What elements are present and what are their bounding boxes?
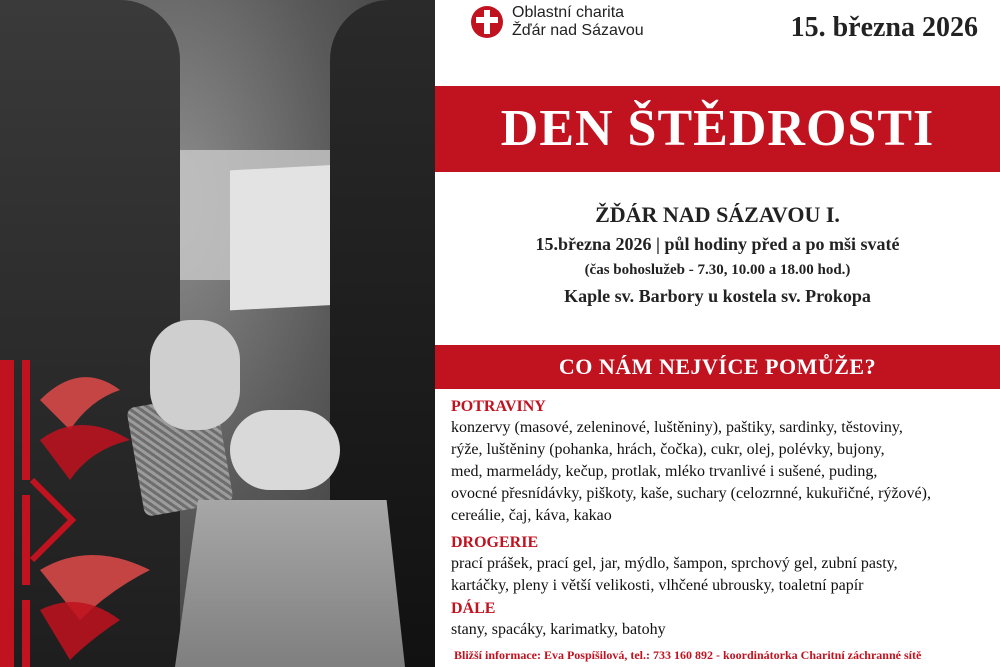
charity-logo [470,4,644,40]
list-item: med, marmelády, kečup, protlak, mléko trvanlivé i sušené, puding, [451,463,878,480]
category-items-food [451,417,991,527]
title-banner [435,86,1000,172]
category-title-food: POTRAVINY [451,398,546,415]
help-title: CO NÁM NEJVÍCE POMŮŽE? [558,354,877,379]
help-list [451,395,991,641]
header-date: 15. března 2026 [790,12,978,43]
category-title-other: DÁLE [451,600,496,617]
list-item: stany, spacáky, karimatky, batohy [451,621,666,638]
org-name-line2: Žďár nad Sázavou [512,22,644,39]
event-city: ŽĎÁR NAD SÁZAVOU I. [595,202,840,227]
category-items-drugstore [451,553,991,597]
list-item: ovocné přesnídávky, piškoty, kaše, suchary (celozrnné, kukuřičné, rýžové), [451,485,931,502]
page-title: DEN ŠTĚDROSTI [500,100,935,157]
category-items-other [451,619,991,641]
list-item: prací prášek, prací gel, jar, mýdlo, šampon, sprchový gel, zubní pasty, [451,555,898,572]
event-info [435,200,1000,310]
org-name-line1: Oblastní charita [512,4,625,21]
category-title-drugstore: DROGERIE [451,534,539,551]
event-date-line: 15.března 2026 | půl hodiny před a po mši svaté [535,234,900,254]
help-banner [435,345,1000,389]
decorative-motif [0,360,180,667]
event-place: Kaple sv. Barbory u kostela sv. Prokopa [564,286,871,306]
list-item: rýže, luštěniny (pohanka, hrách, čočka), cukr, olej, polévky, bujony, [451,441,885,458]
charity-cross-icon [470,5,504,39]
contact-footer: Bližší informace: Eva Pospíšilová, tel.: 733 160 892 - koordinátorka Charitní záchranné sítě [454,648,922,662]
list-item: konzervy (masové, zeleninové, luštěniny), paštiky, sardinky, těstoviny, [451,419,903,436]
list-item: kartáčky, pleny i větší velikosti, vlhčené ubrousky, toaletní papír [451,577,864,594]
event-times: (čas bohoslužeb - 7.30, 10.00 a 18.00 hod.) [584,262,851,278]
list-item: cereálie, čaj, káva, kakao [451,507,612,524]
